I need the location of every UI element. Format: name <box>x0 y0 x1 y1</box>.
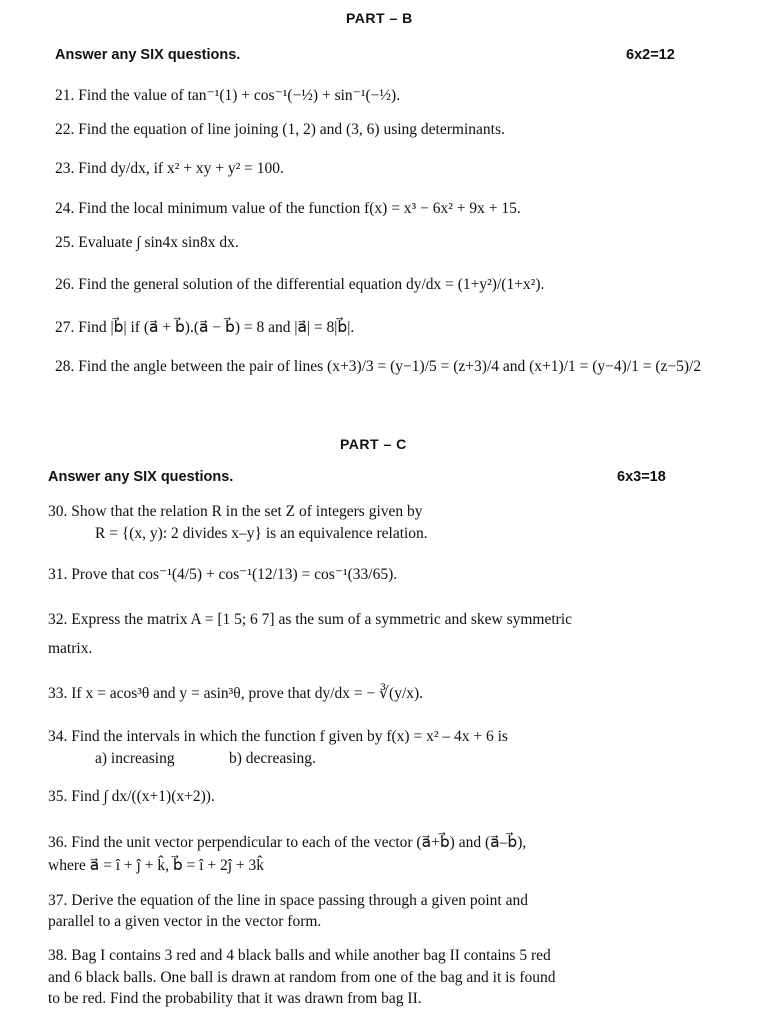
question-37 <box>48 892 528 910</box>
question-24 <box>55 200 521 218</box>
question-34-option-a: a) increasing <box>95 750 175 767</box>
part-c-title: PART – C <box>340 436 407 452</box>
question-number: 25. <box>55 234 75 251</box>
question-number: 28. <box>55 358 75 375</box>
question-text: Find |b⃗| if (a⃗ + b⃗).(a⃗ − b⃗) = 8 and |a⃗| = 8|b⃗|. <box>78 319 355 336</box>
part-c-marks: 6x3=18 <box>617 469 666 485</box>
question-text: Find ∫ dx/((x+1)(x+2)). <box>71 788 215 805</box>
question-text: Find the intervals in which the function f given by f(x) = x² – 4x + 6 is <box>71 728 508 745</box>
question-37-line-2: parallel to a given vector in the vector form. <box>48 913 322 930</box>
question-35 <box>48 788 215 806</box>
question-26 <box>55 276 544 294</box>
question-36-line-2: where a⃗ = î + ĵ + k̂, b⃗ = î + 2ĵ + 3k̂ <box>48 857 265 874</box>
question-number: 34. <box>48 728 68 745</box>
question-text: Show that the relation R in the set Z of integers given by <box>71 503 423 520</box>
question-text: Find the general solution of the differential equation dy/dx = (1+y²)/(1+x²). <box>78 276 545 293</box>
question-23 <box>55 160 284 178</box>
question-number: 37. <box>48 892 68 909</box>
question-28 <box>55 358 701 376</box>
question-34-option-b: b) decreasing. <box>229 750 316 767</box>
question-31 <box>48 565 397 584</box>
question-text: Bag I contains 3 red and 4 black balls and while another bag II contains 5 red <box>71 947 551 964</box>
question-32 <box>48 611 572 629</box>
question-25 <box>55 234 239 252</box>
question-text: Find the angle between the pair of lines (x+3)/3 = (y−1)/5 = (z+3)/4 and (x+1)/1 = (y−4)/1 = (z−5)/2 <box>78 358 702 375</box>
question-text: Prove that cos⁻¹(4/5) + cos⁻¹(12/13) = cos⁻¹(33/65). <box>71 566 398 583</box>
question-text: Find dy/dx, if x² + xy + y² = 100. <box>78 160 284 177</box>
question-38 <box>48 947 551 965</box>
question-33 <box>48 684 423 703</box>
question-38-line-3: to be red. Find the probability that it was drawn from bag II. <box>48 990 422 1007</box>
question-text: Express the matrix A = [1 5; 6 7] as the sum of a symmetric and skew symmetric <box>71 611 573 628</box>
question-27 <box>55 318 354 337</box>
question-number: 26. <box>55 276 75 293</box>
question-number: 36. <box>48 834 68 851</box>
question-number: 35. <box>48 788 68 805</box>
question-number: 24. <box>55 200 75 217</box>
question-text: Derive the equation of the line in space passing through a given point and <box>71 892 528 909</box>
question-text: Find the unit vector perpendicular to each of the vector (a⃗+b⃗) and (a⃗–b⃗), <box>71 834 527 851</box>
part-c-instruction: Answer any SIX questions. <box>48 469 234 485</box>
question-number: 32. <box>48 611 68 628</box>
part-b-title: PART – B <box>346 10 413 26</box>
question-text: Find the value of tan⁻¹(1) + cos⁻¹(−½) + sin⁻¹(−½). <box>78 87 401 104</box>
question-number: 31. <box>48 566 68 583</box>
question-30-line-2: R = {(x, y): 2 divides x–y} is an equivalence relation. <box>95 525 428 542</box>
question-number: 27. <box>55 319 75 336</box>
question-text: Evaluate ∫ sin4x sin8x dx. <box>78 234 239 251</box>
question-text: Find the local minimum value of the function f(x) = x³ − 6x² + 9x + 15. <box>78 200 521 217</box>
question-36 <box>48 833 526 852</box>
question-38-line-2: and 6 black balls. One ball is drawn at random from one of the bag and it is found <box>48 969 556 986</box>
part-b-instruction: Answer any SIX questions. <box>55 47 241 63</box>
question-21 <box>55 86 400 105</box>
question-text: Find the equation of line joining (1, 2) and (3, 6) using determinants. <box>78 121 505 138</box>
part-b-marks: 6x2=12 <box>626 47 675 63</box>
question-number: 21. <box>55 87 75 104</box>
question-text: If x = acos³θ and y = asin³θ, prove that dy/dx = − ∛(y/x). <box>71 685 424 702</box>
question-number: 38. <box>48 947 68 964</box>
question-number: 33. <box>48 685 68 702</box>
question-number: 23. <box>55 160 75 177</box>
question-22 <box>55 121 505 139</box>
question-number: 30. <box>48 503 68 520</box>
question-34 <box>48 728 508 746</box>
question-number: 22. <box>55 121 75 138</box>
question-30 <box>48 503 423 521</box>
question-32-line-2: matrix. <box>48 640 93 657</box>
